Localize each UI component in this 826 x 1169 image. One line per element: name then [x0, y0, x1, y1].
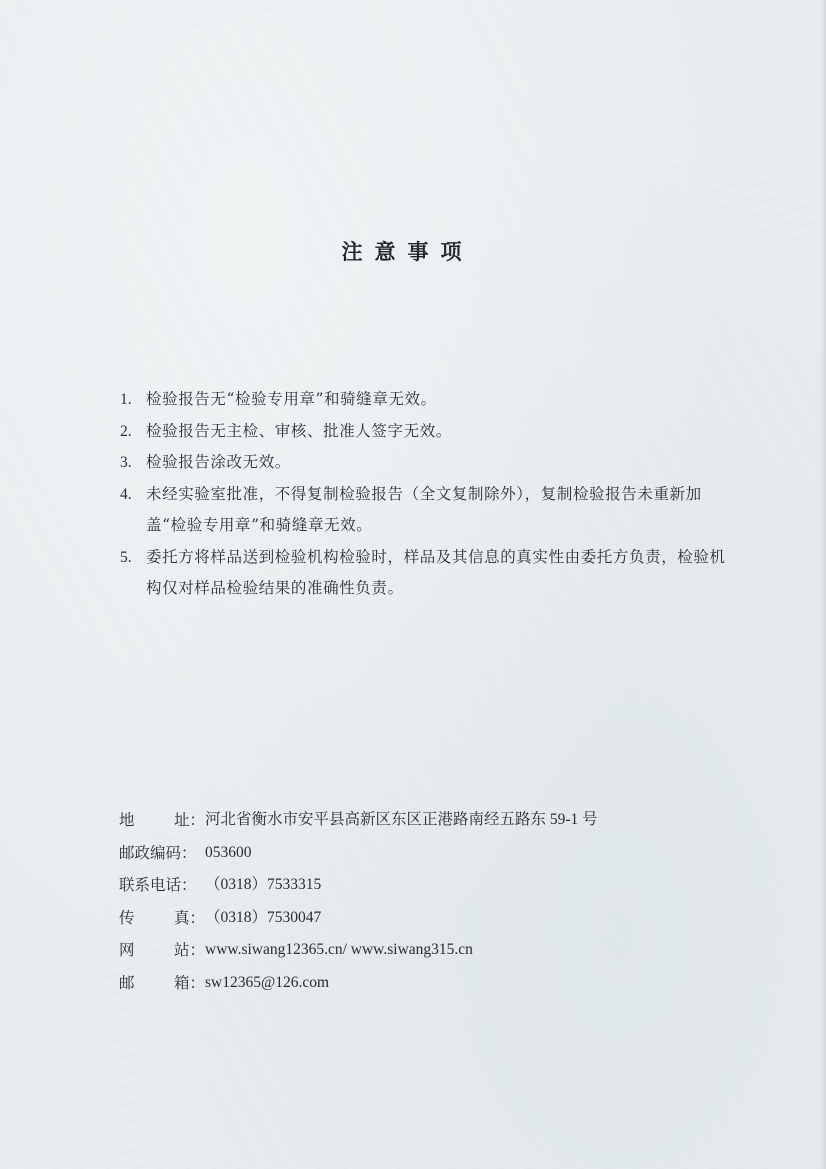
notice-text: 检验报告无主检、审核、批准人签字无效。 — [146, 421, 452, 440]
email-label: 邮 箱： — [119, 973, 205, 992]
notice-item — [120, 479, 740, 542]
phone-row — [119, 869, 598, 902]
notice-item — [120, 416, 740, 448]
notice-number: 1. — [120, 391, 132, 408]
email-row — [119, 967, 598, 1000]
notice-text: 委托方将样品送到检验机构检验时，样品及其信息的真实性由委托方负责，检验机构仅对样品检验结果的准确性负责。 — [146, 547, 726, 597]
fax-row — [119, 902, 598, 935]
address-label: 地 址： — [119, 811, 205, 829]
postcode-row — [119, 837, 598, 870]
postcode-value: 053600 — [205, 843, 252, 861]
notice-item — [120, 542, 740, 605]
phone-value: （0318）7533315 — [205, 876, 322, 893]
address-row — [119, 804, 598, 837]
notice-text: 检验报告涂改无效。 — [146, 453, 291, 471]
fax-value: （0318）7530047 — [205, 908, 322, 926]
page-title: 注意事项 — [341, 239, 474, 264]
notice-number: 2. — [120, 422, 132, 440]
phone-label: 联系电话： — [119, 876, 197, 894]
notice-number: 4. — [120, 485, 132, 503]
contact-info — [119, 804, 598, 999]
notice-text: 未经实验室批准，不得复制检验报告（全文复制除外），复制检验报告未重新加盖“检验专用章”和骑缝章无效。 — [146, 484, 702, 534]
website-value: www.siwang12365.cn/ www.siwang315.cn — [205, 941, 473, 958]
fax-label: 传 真： — [119, 908, 205, 927]
address-value: 河北省衡水市安平县高新区东区正港路南经五路东 59-1 号 — [205, 811, 598, 828]
notice-item — [120, 447, 740, 479]
website-label: 网 站： — [119, 941, 205, 959]
page-edge-shadow — [820, 0, 826, 1169]
notice-item — [120, 384, 740, 416]
notice-number: 3. — [120, 454, 132, 471]
website-row — [119, 934, 598, 967]
notice-list — [120, 384, 740, 605]
notice-text: 检验报告无“检验专用章”和骑缝章无效。 — [146, 390, 437, 408]
email-value: sw12365@126.com — [205, 973, 330, 991]
postcode-label: 邮政编码： — [119, 843, 197, 862]
notice-number: 5. — [120, 548, 132, 566]
